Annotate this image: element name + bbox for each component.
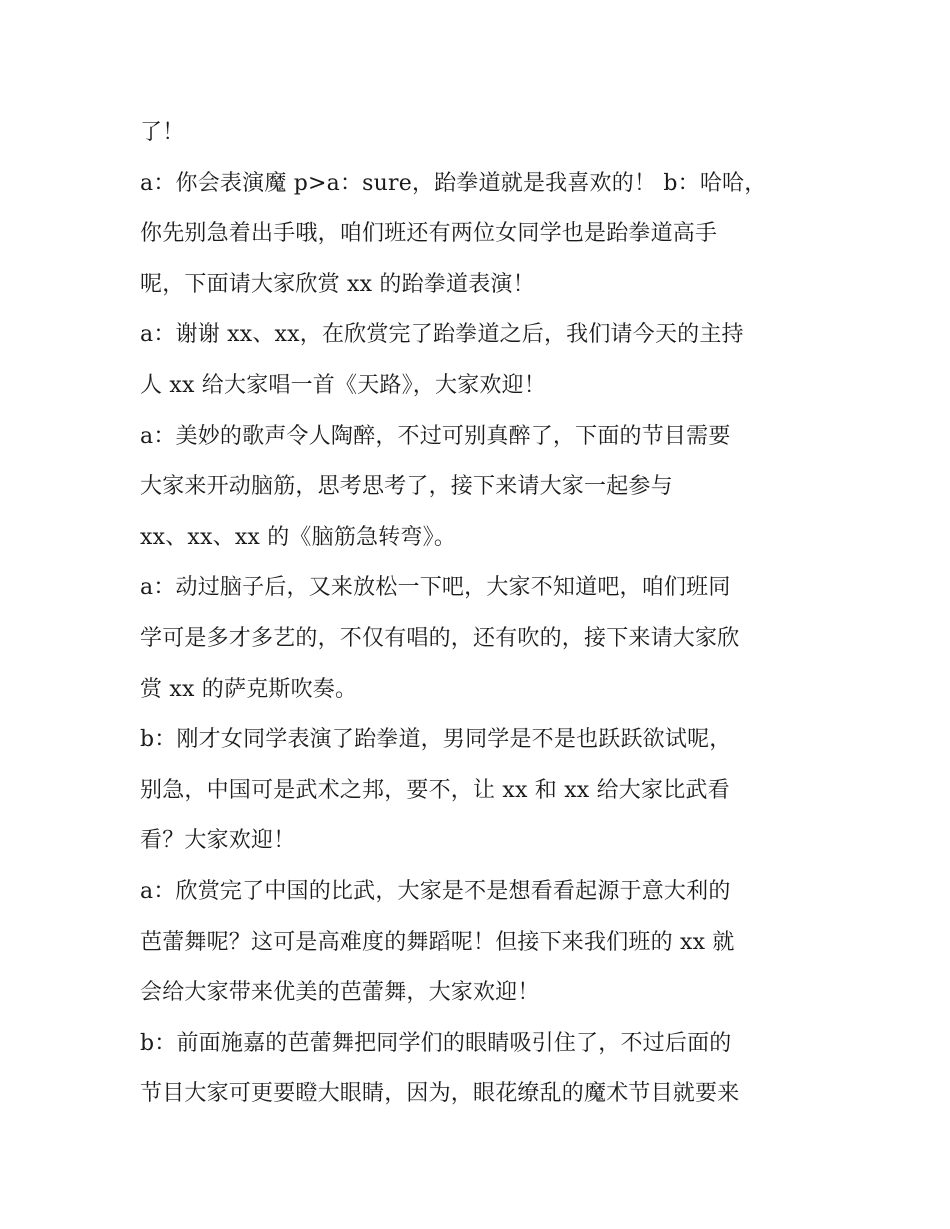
text-line-1: 了！ bbox=[140, 120, 185, 145]
text-line-5: a：谢谢 xx、xx，在欣赏完了跆拳道之后，我们请今天的主持 bbox=[140, 322, 744, 348]
text-line-2: a：你会表演魔 p>a：sure，跆拳道就是我喜欢的！ b：哈哈， bbox=[140, 170, 767, 196]
text-line-13: b：刚才女同学表演了跆拳道，男同学是不是也跃跃欲试呢， bbox=[140, 727, 732, 753]
text-line-6: 人 xx 给大家唱一首《天路》，大家欢迎！ bbox=[140, 372, 547, 398]
text-line-17: 芭蕾舞呢？这可是高难度的舞蹈呢！但接下来我们班的 xx 就 bbox=[140, 929, 735, 955]
text-line-4: 呢，下面请大家欣赏 xx 的跆拳道表演！ bbox=[140, 271, 535, 297]
text-line-20: 节目大家可更要瞪大眼睛，因为，眼花缭乱的魔术节目就要来 bbox=[140, 1081, 740, 1107]
text-line-15: 看？大家欢迎！ bbox=[140, 828, 296, 854]
text-line-3: 你先别急着出手哦，咱们班还有两位女同学也是跆拳道高手 bbox=[140, 221, 718, 247]
document-body bbox=[140, 108, 830, 1120]
text-line-10: a：动过脑子后，又来放松一下吧，大家不知道吧，咱们班同 bbox=[140, 575, 731, 601]
text-line-11: 学可是多才多艺的，不仅有唱的，还有吹的，接下来请大家欣 bbox=[140, 625, 740, 651]
text-line-8: 大家来开动脑筋，思考思考了，接下来请大家一起参与 bbox=[140, 474, 673, 500]
text-line-19: b：前面施嘉的芭蕾舞把同学们的眼睛吸引住了，不过后面的 bbox=[140, 1030, 732, 1056]
text-line-7: a：美妙的歌声令人陶醉，不过可别真醉了，下面的节目需要 bbox=[140, 423, 731, 449]
text-line-12: 赏 xx 的萨克斯吹奏。 bbox=[140, 676, 358, 702]
text-line-14: 别急，中国可是武术之邦，要不，让 xx 和 xx 给大家比武看 bbox=[140, 777, 730, 803]
text-line-16: a：欣赏完了中国的比武，大家是不是想看看起源于意大利的 bbox=[140, 878, 731, 904]
text-line-18: 会给大家带来优美的芭蕾舞，大家欢迎！ bbox=[140, 980, 540, 1006]
text-line-9: xx、xx、xx 的《脑筋急转弯》。 bbox=[140, 524, 457, 550]
